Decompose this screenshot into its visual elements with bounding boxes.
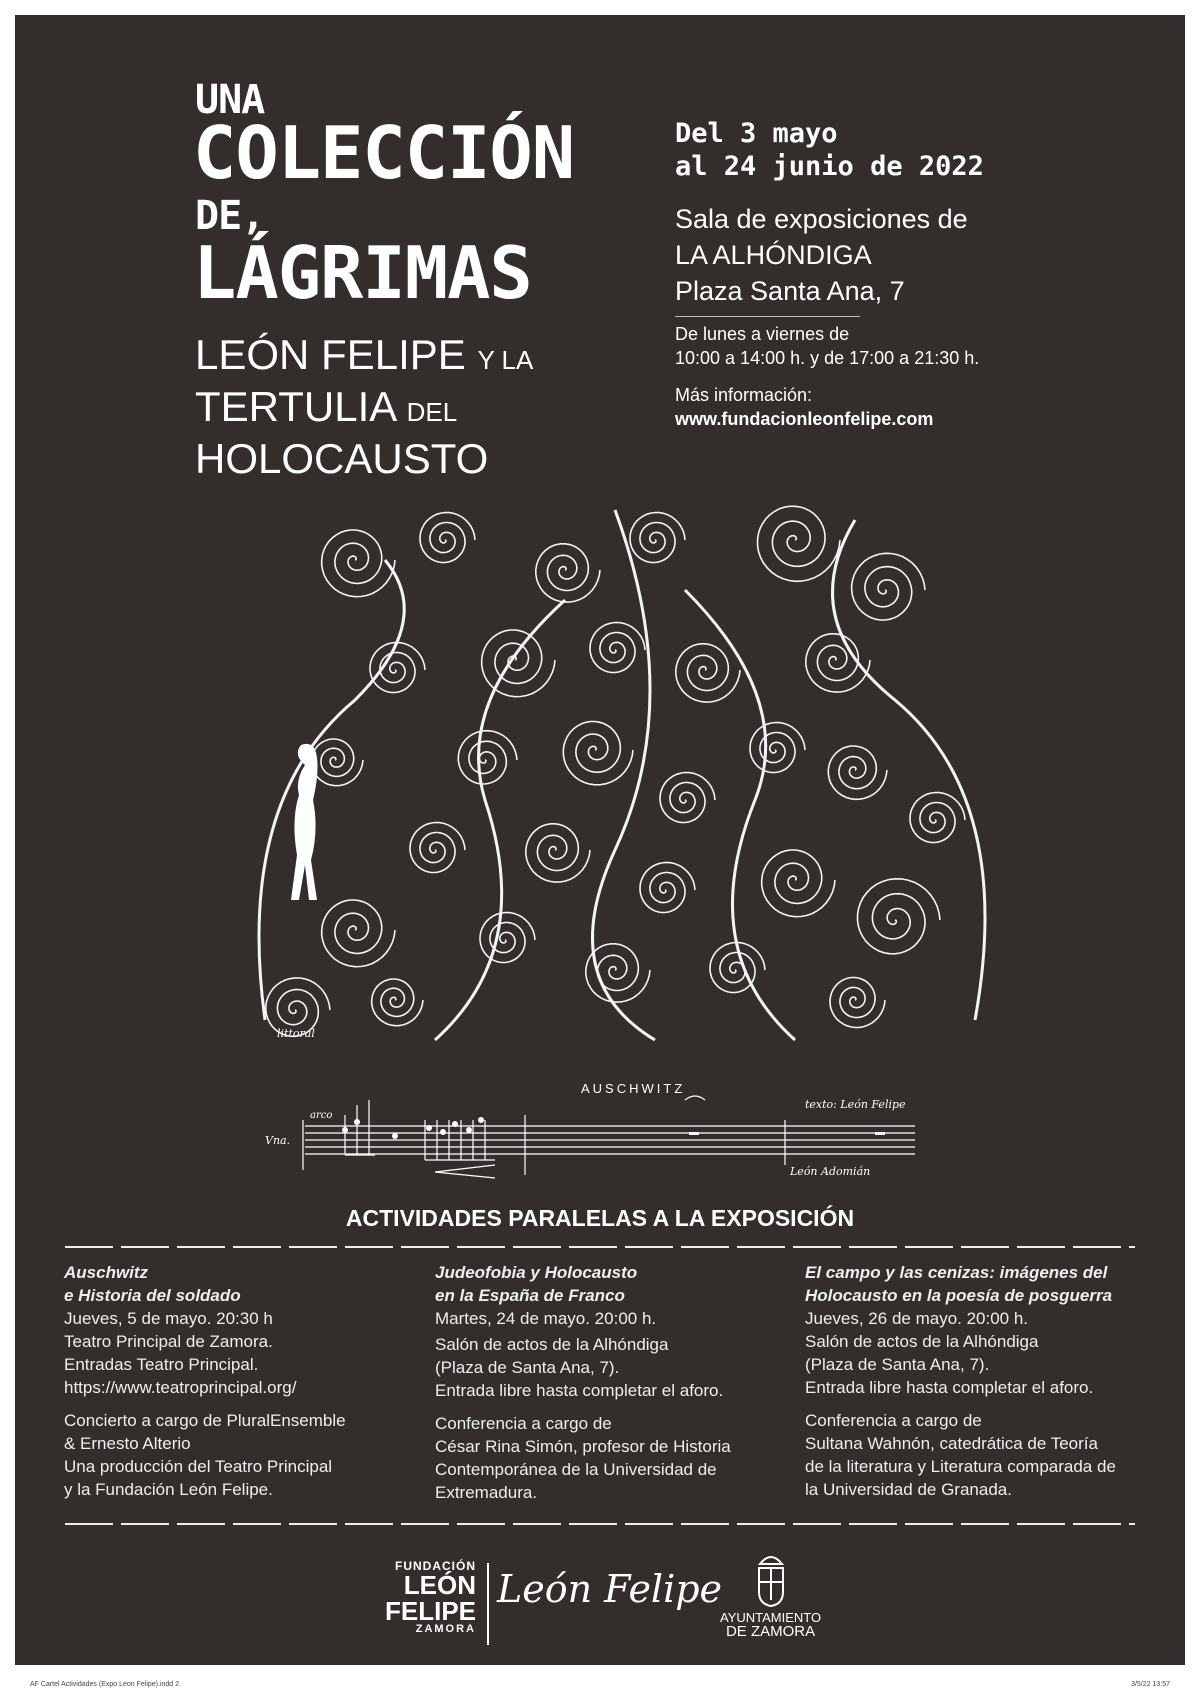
swirl-stroke xyxy=(420,513,475,563)
more-info-label: Más información: xyxy=(675,385,813,405)
activity-date: Jueves, 26 de mayo. 20:00 h. xyxy=(805,1309,1029,1328)
logo-text: DE ZAMORA xyxy=(725,1623,816,1640)
coat-of-arms-icon xyxy=(754,1550,788,1608)
score-instrument: Vna. xyxy=(265,1134,291,1147)
logo-text: FELIPE xyxy=(385,1596,477,1626)
activity-1 xyxy=(64,1261,424,1511)
human-figure xyxy=(291,744,318,900)
activity-desc: Extremadura. xyxy=(435,1483,538,1502)
activities-heading: ACTIVIDADES PARALELAS A LA EXPOSICIÓN xyxy=(345,1205,855,1231)
activity-date: Jueves, 5 de mayo. 20:30 h xyxy=(64,1309,273,1328)
activity-place: Entrada libre hasta completar el aforo. xyxy=(805,1378,1094,1397)
swirl-stroke xyxy=(676,644,740,702)
title-line-1: UNA xyxy=(195,77,265,123)
subtitle-line-3: HOLOCAUSTO xyxy=(195,435,489,482)
activity-desc: Conferencia a cargo de xyxy=(435,1414,612,1433)
swirl-stroke xyxy=(370,643,425,693)
date-from: Del 3 mayo xyxy=(675,118,838,149)
swirl-stroke xyxy=(312,739,363,786)
swirl-drawing xyxy=(235,500,995,1060)
activity-link[interactable]: https://www.teatroprincipal.org/ xyxy=(64,1378,297,1397)
subtitle-b: TERTULIA xyxy=(195,383,395,430)
swirl-stroke xyxy=(482,630,555,697)
subtitle-line-1 xyxy=(195,330,533,385)
swirl-stroke xyxy=(458,731,517,784)
swirl-stroke xyxy=(858,879,941,954)
subtitle-a-small: Y LA xyxy=(477,345,534,375)
venue-line-2: LA ALHÓNDIGA xyxy=(675,240,872,270)
activity-place: Salón de actos de la Alhóndiga xyxy=(805,1332,1039,1351)
activity-place: (Plaza de Santa Ana, 7). xyxy=(805,1355,990,1374)
activity-desc: Una producción del Teatro Principal xyxy=(64,1457,333,1476)
swirl-stroke xyxy=(410,823,465,873)
swirl-stroke xyxy=(830,978,885,1028)
divider xyxy=(675,316,860,317)
leon-felipe-signature-logo: León Felipe xyxy=(497,1567,723,1611)
swirl-stroke xyxy=(322,530,395,597)
venue-address: Plaza Santa Ana, 7 xyxy=(675,276,905,306)
subtitle-b-small: DEL xyxy=(406,397,458,427)
logo-text: AYUNTAMIENTO xyxy=(720,1610,822,1625)
swirl-curve xyxy=(435,600,565,1040)
score-title: AUSCHWITZ xyxy=(581,1081,686,1096)
date-to: al 24 junio de 2022 xyxy=(675,151,984,182)
activity-title: Judeofobia y Holocausto xyxy=(435,1263,638,1282)
swirl-curve xyxy=(259,560,404,1020)
logo-divider xyxy=(487,1563,489,1645)
swirl-stroke xyxy=(660,773,715,823)
activity-place: Salón de actos de la Alhóndiga xyxy=(435,1335,669,1354)
title-line-3: DE, xyxy=(195,193,265,239)
print-slug-timestamp: 3/5/22 13:57 xyxy=(1131,1681,1170,1688)
swirl-stroke xyxy=(758,506,841,581)
activity-place: (Plaza de Santa Ana, 7). xyxy=(435,1358,620,1377)
artist-signature: littoral xyxy=(277,1027,315,1040)
swirl-stroke xyxy=(590,623,645,673)
activity-2 xyxy=(435,1261,795,1514)
activity-title: e Historia del soldado xyxy=(64,1286,241,1305)
activity-desc: de la literatura y Literatura comparada de xyxy=(805,1457,1116,1476)
hours-line-2: 10:00 a 14:00 h. y de 17:00 a 21:30 h. xyxy=(675,348,980,368)
venue-line-1: Sala de exposiciones de xyxy=(675,204,968,234)
title-line-4: LÁGRIMAS xyxy=(193,231,532,315)
swirl-stroke xyxy=(322,900,395,967)
activity-place: Teatro Principal de Zamora. xyxy=(64,1332,273,1351)
subtitle-line-2 xyxy=(195,382,457,437)
activity-place: Entrada libre hasta completar el aforo. xyxy=(435,1381,724,1400)
swirl-stroke xyxy=(762,850,835,917)
swirl-stroke xyxy=(852,553,925,620)
print-slug-file: AF Cartel Actividades (Expo Leon Felipe).indd 2 xyxy=(30,1681,180,1688)
dashed-divider-bottom xyxy=(65,1523,1135,1525)
fundacion-leon-felipe-logo xyxy=(385,1560,476,1635)
composer-signature: León Adomián xyxy=(790,1165,871,1178)
subtitle-a: LEÓN FELIPE xyxy=(195,331,466,378)
activity-title: Auschwitz xyxy=(64,1263,149,1282)
swirl-stroke xyxy=(910,793,965,843)
activity-title: El campo y las cenizas: imágenes del xyxy=(805,1263,1108,1282)
activity-desc: y la Fundación León Felipe. xyxy=(64,1480,273,1499)
swirl-stroke xyxy=(806,634,870,692)
swirl-stroke xyxy=(750,723,805,773)
score-marking: arco xyxy=(310,1110,333,1121)
activity-desc: & Ernesto Alterio xyxy=(64,1434,191,1453)
swirl-stroke xyxy=(372,979,423,1026)
hours-line-1: De lunes a viernes de xyxy=(675,324,850,344)
logo-text: LEÓN xyxy=(403,1570,477,1600)
activity-place: Entradas Teatro Principal. xyxy=(64,1355,259,1374)
logo-text: ZAMORA xyxy=(415,1623,477,1635)
poster xyxy=(15,15,1185,1665)
activity-desc: Sultana Wahnón, catedrática de Teoría xyxy=(805,1434,1098,1453)
activity-title: Holocausto en la poesía de posguerra xyxy=(805,1286,1113,1305)
activity-title: en la España de Franco xyxy=(435,1286,625,1305)
swirl-stroke xyxy=(480,913,535,963)
activity-desc: la Universidad de Granada. xyxy=(805,1480,1012,1499)
swirl-stroke xyxy=(640,863,695,913)
swirl-stroke xyxy=(563,722,633,785)
swirl-curve xyxy=(685,590,795,1040)
activity-3 xyxy=(805,1261,1175,1511)
activity-desc: Concierto a cargo de PluralEnsemble xyxy=(64,1411,346,1430)
swirl-stroke xyxy=(828,746,887,799)
swirl-stroke xyxy=(526,824,590,882)
title-line-2: COLECCIÓN xyxy=(193,111,575,195)
activity-date: Martes, 24 de mayo. 20:00 h. xyxy=(435,1309,657,1328)
music-score xyxy=(265,1060,925,1185)
ayuntamiento-zamora-logo xyxy=(720,1550,821,1639)
activity-desc: César Rina Simón, profesor de Historia xyxy=(435,1437,731,1456)
dashed-divider-top xyxy=(65,1246,1135,1248)
logo-text: FUNDACIÓN xyxy=(395,1559,477,1573)
activity-desc: Contemporánea de la Universidad de xyxy=(435,1460,717,1479)
swirl-stroke xyxy=(536,544,600,602)
swirl-stroke xyxy=(586,944,650,1002)
website-link[interactable]: www.fundacionleonfelipe.com xyxy=(675,409,934,429)
score-text-credit: texto: León Felipe xyxy=(805,1098,906,1111)
activity-desc: Conferencia a cargo de xyxy=(805,1411,982,1430)
swirl-stroke xyxy=(630,513,685,563)
